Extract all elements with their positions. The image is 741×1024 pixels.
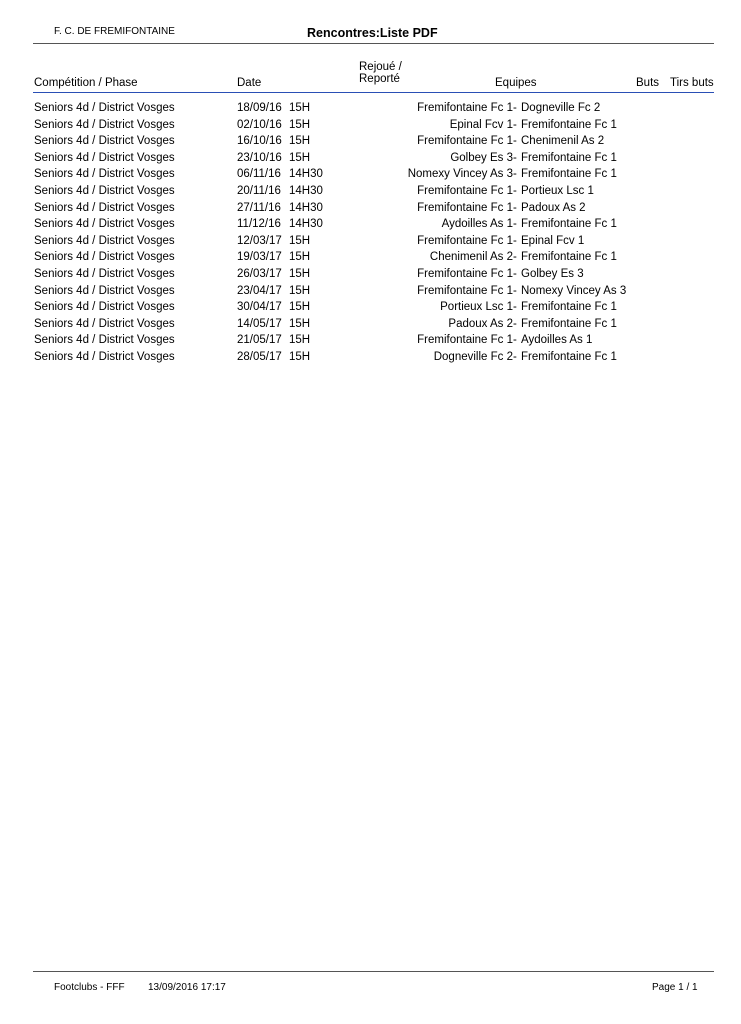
cell-date: 21/05/17 xyxy=(237,334,282,347)
cell-separator: - xyxy=(513,234,517,247)
cell-time: 15H xyxy=(289,151,311,164)
cell-competition: Seniors 4d / District Vosges xyxy=(34,218,175,231)
cell-separator: - xyxy=(513,334,517,347)
table-row xyxy=(0,285,741,302)
cell-separator: - xyxy=(513,118,517,131)
cell-date: 12/03/17 xyxy=(237,234,282,247)
column-header-equipes: Equipes xyxy=(495,77,537,89)
table-row xyxy=(0,334,741,351)
cell-separator: - xyxy=(513,135,517,148)
column-header-date: Date xyxy=(237,77,262,89)
cell-away-team: Portieux Lsc 1 xyxy=(521,184,594,197)
cell-time: 15H xyxy=(289,301,311,314)
top-divider xyxy=(33,43,714,44)
table-row xyxy=(0,185,741,202)
cell-date: 11/12/16 xyxy=(237,218,281,231)
cell-competition: Seniors 4d / District Vosges xyxy=(34,267,175,280)
cell-home-team: Fremifontaine Fc 1 xyxy=(417,184,513,197)
table-row xyxy=(0,301,741,318)
cell-away-team: Fremifontaine Fc 1 xyxy=(521,350,617,363)
cell-away-team: Fremifontaine Fc 1 xyxy=(521,301,617,314)
cell-home-team: Fremifontaine Fc 1 xyxy=(417,284,513,297)
cell-away-team: Fremifontaine Fc 1 xyxy=(521,118,617,131)
cell-away-team: Golbey Es 3 xyxy=(521,267,584,280)
cell-time: 14H30 xyxy=(289,184,323,197)
cell-time: 15H xyxy=(289,350,311,363)
cell-date: 27/11/16 xyxy=(237,201,281,214)
cell-time: 15H xyxy=(289,118,311,131)
table-row xyxy=(0,119,741,136)
table-row xyxy=(0,351,741,368)
cell-competition: Seniors 4d / District Vosges xyxy=(34,168,175,181)
cell-competition: Seniors 4d / District Vosges xyxy=(34,102,175,114)
cell-competition: Seniors 4d / District Vosges xyxy=(34,284,175,297)
cell-competition: Seniors 4d / District Vosges xyxy=(34,251,175,264)
cell-date: 28/05/17 xyxy=(237,350,282,363)
cell-separator: - xyxy=(513,284,517,297)
cell-home-team: Dogneville Fc 2 xyxy=(433,350,513,363)
table-row xyxy=(0,235,741,252)
cell-separator: - xyxy=(513,151,517,164)
cell-away-team: Chenimenil As 2 xyxy=(521,135,605,148)
cell-home-team: Golbey Es 3 xyxy=(450,151,513,164)
cell-competition: Seniors 4d / District Vosges xyxy=(34,350,175,363)
cell-date: 02/10/16 xyxy=(237,118,282,131)
column-header-buts: Buts xyxy=(636,77,660,89)
cell-away-team: Fremifontaine Fc 1 xyxy=(521,151,617,164)
cell-home-team: Epinal Fcv 1 xyxy=(449,118,513,131)
cell-separator: - xyxy=(513,218,517,231)
cell-competition: Seniors 4d / District Vosges xyxy=(34,151,175,164)
cell-home-team: Chenimenil As 2 xyxy=(429,251,513,264)
cell-home-team: Fremifontaine Fc 1 xyxy=(417,102,513,114)
cell-separator: - xyxy=(513,251,517,264)
cell-home-team: Fremifontaine Fc 1 xyxy=(417,267,513,280)
cell-away-team: Fremifontaine Fc 1 xyxy=(521,168,617,181)
cell-away-team: Aydoilles As 1 xyxy=(521,334,593,347)
table-row xyxy=(0,268,741,285)
cell-separator: - xyxy=(513,350,517,363)
column-header-competition: Compétition / Phase xyxy=(34,77,138,89)
cell-away-team: Padoux As 2 xyxy=(521,201,586,214)
cell-competition: Seniors 4d / District Vosges xyxy=(34,234,175,247)
cell-date: 23/04/17 xyxy=(237,284,282,297)
page-title: Rencontres:Liste PDF xyxy=(307,26,438,40)
cell-away-team: Dogneville Fc 2 xyxy=(521,102,601,114)
cell-date: 23/10/16 xyxy=(237,151,282,164)
footer-timestamp: 13/09/2016 17:17 xyxy=(148,982,226,993)
cell-date: 16/10/16 xyxy=(237,135,282,148)
cell-home-team: Aydoilles As 1 xyxy=(441,218,513,231)
column-header-tirs-buts: Tirs buts xyxy=(670,77,714,89)
table-row xyxy=(0,152,741,169)
cell-home-team: Padoux As 2 xyxy=(448,317,513,330)
cell-date: 18/09/16 xyxy=(237,102,282,114)
cell-competition: Seniors 4d / District Vosges xyxy=(34,201,175,214)
table-row xyxy=(0,102,741,119)
cell-home-team: Portieux Lsc 1 xyxy=(440,301,513,314)
cell-home-team: Nomexy Vincey As 3 xyxy=(407,168,513,181)
cell-date: 06/11/16 xyxy=(237,168,281,181)
cell-date: 14/05/17 xyxy=(237,317,282,330)
cell-home-team: Fremifontaine Fc 1 xyxy=(417,135,513,148)
page-number: Page 1 / 1 xyxy=(652,982,698,993)
cell-competition: Seniors 4d / District Vosges xyxy=(34,135,175,148)
cell-competition: Seniors 4d / District Vosges xyxy=(34,184,175,197)
table-row xyxy=(0,318,741,335)
cell-separator: - xyxy=(513,102,517,114)
cell-time: 14H30 xyxy=(289,168,323,181)
cell-home-team: Fremifontaine Fc 1 xyxy=(417,334,513,347)
cell-separator: - xyxy=(513,201,517,214)
cell-separator: - xyxy=(513,301,517,314)
cell-time: 15H xyxy=(289,284,311,297)
table-row xyxy=(0,202,741,219)
cell-time: 14H30 xyxy=(289,201,323,214)
table-row xyxy=(0,168,741,185)
table-row xyxy=(0,251,741,268)
cell-date: 26/03/17 xyxy=(237,267,282,280)
cell-away-team: Epinal Fcv 1 xyxy=(521,234,585,247)
cell-competition: Seniors 4d / District Vosges xyxy=(34,118,175,131)
cell-away-team: Fremifontaine Fc 1 xyxy=(521,218,617,231)
footer-source: Footclubs - FFF xyxy=(54,982,125,993)
cell-home-team: Fremifontaine Fc 1 xyxy=(417,234,513,247)
header-divider xyxy=(33,92,714,93)
cell-time: 15H xyxy=(289,102,311,114)
cell-time: 15H xyxy=(289,334,311,347)
cell-away-team: Fremifontaine Fc 1 xyxy=(521,251,617,264)
cell-away-team: Nomexy Vincey As 3 xyxy=(521,284,627,297)
cell-time: 14H30 xyxy=(289,218,323,231)
cell-home-team: Fremifontaine Fc 1 xyxy=(417,201,513,214)
cell-separator: - xyxy=(513,184,517,197)
club-name: F. C. DE FREMIFONTAINE xyxy=(54,26,175,37)
table-row xyxy=(0,218,741,235)
column-header-rejoue: Rejoué / Reporté xyxy=(359,61,402,85)
cell-time: 15H xyxy=(289,135,311,148)
cell-competition: Seniors 4d / District Vosges xyxy=(34,334,175,347)
match-list xyxy=(0,102,741,368)
cell-separator: - xyxy=(513,317,517,330)
cell-competition: Seniors 4d / District Vosges xyxy=(34,317,175,330)
cell-date: 30/04/17 xyxy=(237,301,282,314)
cell-time: 15H xyxy=(289,234,311,247)
cell-away-team: Fremifontaine Fc 1 xyxy=(521,317,617,330)
cell-competition: Seniors 4d / District Vosges xyxy=(34,301,175,314)
cell-separator: - xyxy=(513,168,517,181)
cell-separator: - xyxy=(513,267,517,280)
cell-time: 15H xyxy=(289,317,311,330)
table-row xyxy=(0,135,741,152)
cell-date: 19/03/17 xyxy=(237,251,282,264)
cell-time: 15H xyxy=(289,267,311,280)
cell-time: 15H xyxy=(289,251,311,264)
cell-date: 20/11/16 xyxy=(237,184,281,197)
footer-divider xyxy=(33,971,714,972)
